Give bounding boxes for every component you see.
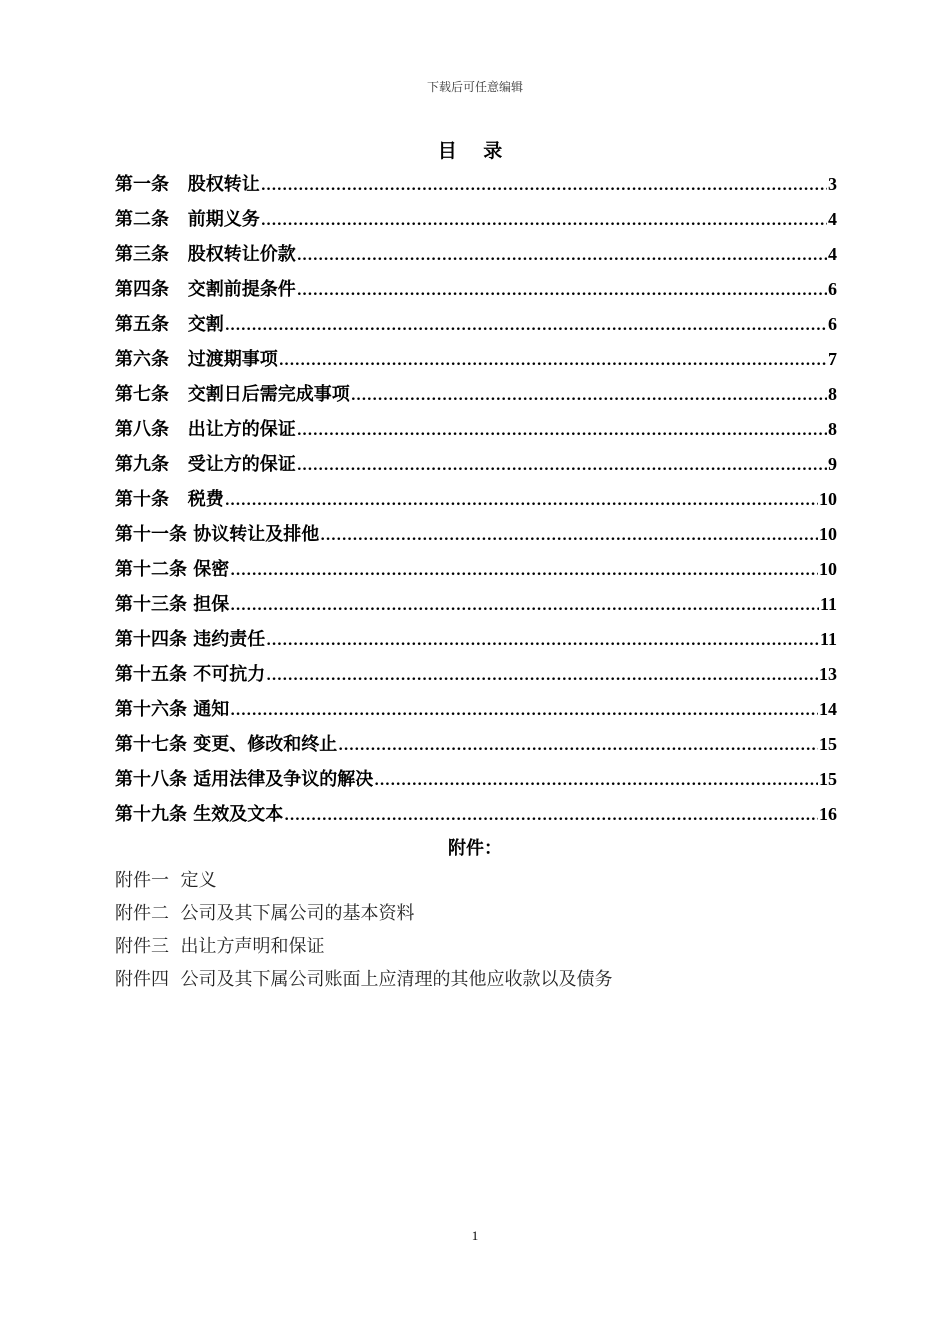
- toc-list: [115, 167, 837, 832]
- toc-entry-page: 7: [828, 349, 837, 369]
- toc-dot-leader: [230, 554, 818, 589]
- toc-dot-leader: [374, 764, 818, 799]
- toc-dot-leader: [351, 379, 827, 414]
- toc-dot-leader: [320, 519, 818, 554]
- toc-entry[interactable]: [115, 167, 837, 202]
- toc-dot-leader: [261, 169, 827, 204]
- toc-entry[interactable]: [115, 797, 837, 832]
- page-header-note: 下载后可任意编辑: [426, 80, 523, 94]
- toc-entry-label: 第九条 受让方的保证: [115, 454, 296, 475]
- toc-entry-page: 6: [828, 279, 837, 299]
- toc-entry[interactable]: [115, 237, 837, 272]
- toc-dot-leader: [266, 659, 818, 694]
- toc-dot-leader: [338, 729, 818, 764]
- toc-entry-label: 第十二条 保密: [115, 559, 230, 580]
- toc-entry-label: 第十五条 不可抗力: [115, 664, 266, 685]
- toc-entry[interactable]: [115, 447, 837, 482]
- toc-dot-leader: [261, 204, 827, 239]
- toc-entry-page: 4: [828, 209, 837, 229]
- toc-dot-leader: [225, 309, 827, 344]
- toc-entry-label: 第十六条 通知: [115, 699, 230, 720]
- toc-entry[interactable]: [115, 377, 837, 412]
- toc-entry-label: 第八条 出让方的保证: [115, 419, 296, 440]
- toc-entry[interactable]: [115, 762, 837, 797]
- toc-entry-label: 第十一条 协议转让及排他: [115, 524, 320, 545]
- toc-dot-leader: [230, 694, 818, 729]
- toc-entry-page: 15: [819, 734, 837, 754]
- toc-entry-label: 第十条 税费: [115, 489, 224, 510]
- toc-entry-label: 第二条 前期义务: [115, 209, 260, 230]
- toc-entry-page: 6: [828, 314, 837, 334]
- toc-dot-leader: [297, 414, 827, 449]
- toc-entry-page: 13: [819, 664, 837, 684]
- toc-entry[interactable]: [115, 692, 837, 727]
- toc-dot-leader: [284, 799, 818, 834]
- toc-entry-page: 14: [819, 699, 837, 719]
- toc-entry[interactable]: [115, 307, 837, 342]
- appendix-item: 附件二 公司及其下属公司的基本资料: [115, 903, 415, 924]
- toc-entry[interactable]: [115, 727, 837, 762]
- toc-dot-leader: [297, 239, 827, 274]
- toc-entry-label: 第四条 交割前提条件: [115, 279, 296, 300]
- toc-entry[interactable]: [115, 552, 837, 587]
- appendix-title: 附件：: [448, 838, 502, 859]
- toc-entry[interactable]: [115, 272, 837, 307]
- toc-entry-page: 8: [828, 384, 837, 404]
- toc-entry[interactable]: [115, 412, 837, 447]
- toc-entry-page: 3: [828, 174, 837, 194]
- appendix-item: 附件三 出让方声明和保证: [115, 936, 325, 957]
- toc-entry-page: 16: [819, 804, 837, 824]
- appendix-item: 附件一 定义: [115, 870, 217, 891]
- toc-entry-page: 11: [819, 594, 837, 614]
- toc-entry-page: 4: [828, 244, 837, 264]
- toc-entry-page: 10: [819, 489, 837, 509]
- toc-entry-label: 第十八条 适用法律及争议的解决: [115, 769, 374, 790]
- toc-dot-leader: [266, 624, 819, 659]
- toc-entry-label: 第六条 过渡期事项: [115, 349, 278, 370]
- toc-dot-leader: [297, 274, 827, 309]
- toc-entry-label: 第三条 股权转让价款: [115, 244, 296, 265]
- toc-entry[interactable]: [115, 482, 837, 517]
- toc-entry-page: 8: [828, 419, 837, 439]
- appendix-item: 附件四 公司及其下属公司账面上应清理的其他应收款以及债务: [115, 969, 613, 990]
- toc-entry-label: 第五条 交割: [115, 314, 224, 335]
- toc-entry-label: 第十三条 担保: [115, 594, 230, 615]
- toc-dot-leader: [225, 484, 818, 519]
- toc-entry-label: 第十七条 变更、修改和终止: [115, 734, 338, 755]
- toc-entry[interactable]: [115, 202, 837, 237]
- toc-entry-label: 第一条 股权转让: [115, 174, 260, 195]
- toc-entry[interactable]: [115, 622, 837, 657]
- toc-dot-leader: [279, 344, 827, 379]
- toc-entry-label: 第十四条 违约责任: [115, 629, 266, 650]
- page-number: 1: [471, 1228, 479, 1243]
- toc-entry-label: 第七条 交割日后需完成事项: [115, 384, 350, 405]
- toc-dot-leader: [230, 589, 819, 624]
- toc-entry-page: 15: [819, 769, 837, 789]
- toc-entry[interactable]: [115, 517, 837, 552]
- toc-entry-page: 11: [819, 629, 837, 649]
- appendix-list: [115, 864, 837, 996]
- toc-entry-page: 10: [819, 559, 837, 579]
- toc-entry[interactable]: [115, 342, 837, 377]
- toc-dot-leader: [297, 449, 827, 484]
- toc-entry-page: 9: [828, 454, 837, 474]
- toc-entry[interactable]: [115, 657, 837, 692]
- toc-entry-page: 10: [819, 524, 837, 544]
- toc-title: 目 录: [437, 140, 513, 162]
- toc-entry-label: 第十九条 生效及文本: [115, 804, 284, 825]
- toc-entry[interactable]: [115, 587, 837, 622]
